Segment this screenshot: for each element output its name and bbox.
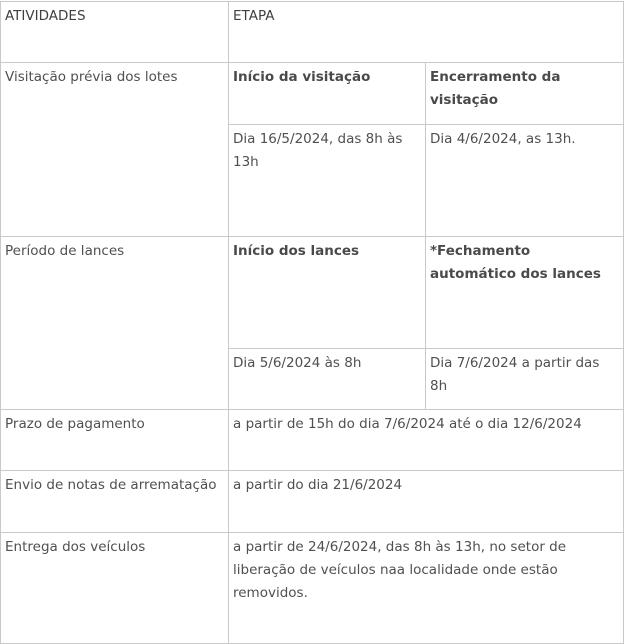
lances-end-value: Dia 7/6/2024 a partir das 8h bbox=[426, 349, 624, 410]
header-stage: ETAPA bbox=[229, 2, 624, 63]
lances-start-value: Dia 5/6/2024 às 8h bbox=[229, 349, 426, 410]
table-row bbox=[1, 410, 624, 471]
pagamento-value: a partir de 15h do dia 7/6/2024 até o dia 12/6/2024 bbox=[229, 410, 624, 471]
table-row bbox=[1, 471, 624, 533]
visitacao-end-value: Dia 4/6/2024, as 13h. bbox=[426, 125, 624, 237]
entrega-value: a partir de 24/6/2024, das 8h às 13h, no setor de liberação de veículos naa localidade onde estão removidos. bbox=[229, 533, 624, 644]
table-row bbox=[1, 237, 624, 349]
visitacao-start-label: Início da visitação bbox=[229, 63, 426, 125]
header-row bbox=[1, 2, 624, 63]
lances-start-label: Início dos lances bbox=[229, 237, 426, 349]
schedule-table bbox=[0, 1, 624, 644]
table-row bbox=[1, 63, 624, 125]
activity-visitacao: Visitação prévia dos lotes bbox=[1, 63, 229, 237]
table-row bbox=[1, 533, 624, 644]
notas-value: a partir do dia 21/6/2024 bbox=[229, 471, 624, 533]
header-activities: ATIVIDADES bbox=[1, 2, 229, 63]
activity-notas: Envio de notas de arrematação bbox=[1, 471, 229, 533]
activity-pagamento: Prazo de pagamento bbox=[1, 410, 229, 471]
activity-lances: Período de lances bbox=[1, 237, 229, 410]
visitacao-start-value: Dia 16/5/2024, das 8h às 13h bbox=[229, 125, 426, 237]
visitacao-end-label: Encerramento da visitação bbox=[426, 63, 624, 125]
activity-entrega: Entrega dos veículos bbox=[1, 533, 229, 644]
lances-end-label: *Fechamento automático dos lances bbox=[426, 237, 624, 349]
